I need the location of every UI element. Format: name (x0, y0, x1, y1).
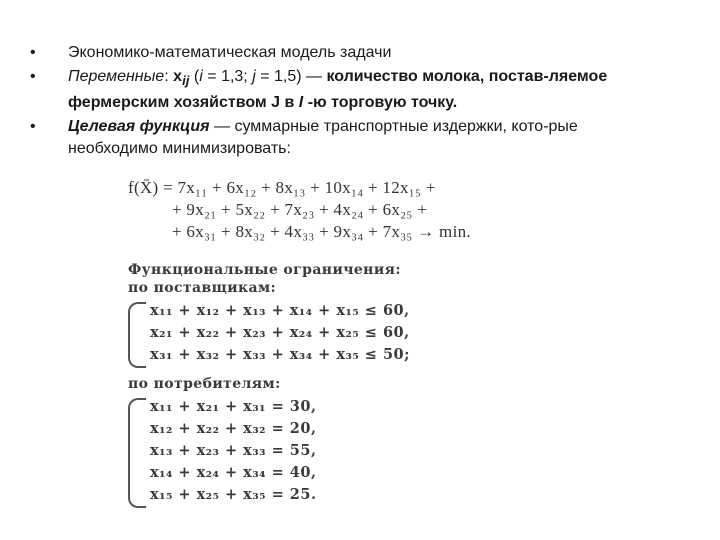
consumer-constraint: x₁₅ + x₂₅ + x₃₅ = 25. (150, 486, 317, 503)
objective-label: Целевая функция (68, 118, 210, 136)
bullet-text-variables (68, 66, 690, 114)
bullet-list (30, 42, 690, 162)
variables-colon: : (164, 68, 169, 85)
variable-subscript: ij (182, 73, 190, 89)
consumer-constraint: x₁₂ + x₂₂ + x₃₂ = 20, (150, 420, 317, 437)
variable-symbol: x (173, 68, 183, 85)
range-open: ( (189, 68, 200, 85)
consumers-equations (150, 398, 317, 508)
suppliers-equations (150, 302, 410, 368)
variables-description-line2a: фермерским хозяйством J в (68, 94, 299, 112)
bullet-marker: • (30, 44, 36, 61)
bullet-item-model (30, 42, 690, 64)
constraints-block (128, 262, 410, 516)
consumers-system (128, 398, 410, 508)
supplier-constraint: x₃₁ + x₃₂ + x₃₃ + x₃₄ + x₃₅ ≤ 50; (150, 346, 410, 363)
formula-line-1: f(X̄) = 7x₁₁ + 6x₁₂ + 8x₁₃ + 10x₁₄ + 12x₁₅ + (128, 178, 436, 197)
consumer-constraint: x₁₁ + x₂₁ + x₃₁ = 30, (150, 398, 317, 415)
bullet-item-variables (30, 66, 690, 114)
objective-text-line1: — суммарные транспортные издержки, кото-рые (209, 118, 578, 136)
suppliers-label: по поставщикам: (128, 280, 277, 296)
objective-text-line2: необходимо минимизировать: (68, 140, 291, 158)
suppliers-system (128, 302, 410, 368)
variables-description-line1: количество молока, постав-ляемое (326, 68, 608, 85)
bullet-item-objective (30, 116, 690, 160)
supplier-constraint: x₁₁ + x₁₂ + x₁₃ + x₁₄ + x₁₅ ≤ 60, (150, 302, 410, 319)
range-i: = 1,3; (202, 68, 253, 85)
formula-line-2: + 9x₂₁ + 5x₂₂ + 7x₂₃ + 4x₂₄ + 6x₂₅ + (172, 200, 428, 219)
consumers-label: по потребителям: (128, 376, 281, 392)
bullet-marker: • (30, 68, 36, 85)
index-i: i (199, 68, 203, 85)
consumer-constraint: x₁₄ + x₂₄ + x₃₄ = 40, (150, 464, 317, 481)
brace-icon (128, 398, 146, 508)
constraints-heading: Функциональные ограничения: (128, 262, 401, 278)
index-j: j (252, 68, 256, 85)
variables-description-line2b: -ю торговую точку. (303, 94, 458, 112)
objective-function-formula (128, 178, 471, 244)
formula-line-3: + 6x₃₁ + 8x₃₂ + 4x₃₃ + 9x₃₄ + 7x₃₅ → min. (172, 222, 471, 241)
supplier-constraint: x₂₁ + x₂₂ + x₂₃ + x₂₄ + x₂₅ ≤ 60, (150, 324, 410, 341)
bullet-text-model: Экономико-математическая модель задачи (68, 44, 392, 61)
consumer-constraint: x₁₃ + x₂₃ + x₃₃ = 55, (150, 442, 317, 459)
dash: — (301, 68, 327, 85)
variables-description-index: I (298, 94, 304, 112)
variables-label: Переменные (68, 68, 165, 85)
range-j: = 1,5) (255, 68, 302, 85)
bullet-marker: • (30, 118, 36, 136)
brace-icon (128, 302, 146, 368)
bullet-text-objective (68, 116, 690, 160)
